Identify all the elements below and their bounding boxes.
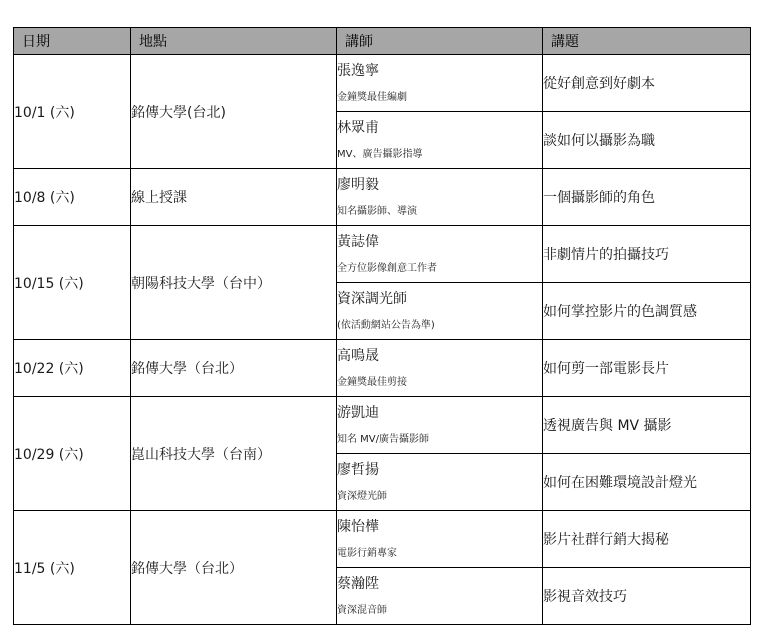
location-cell: 崑山科技大學（台南） bbox=[131, 397, 337, 511]
speaker-cell bbox=[337, 226, 543, 283]
table-row bbox=[14, 397, 751, 454]
topic-cell: 影視音效技巧 bbox=[543, 568, 751, 625]
speaker-name: 張逸寧 bbox=[337, 63, 379, 79]
speaker-role: (依活動網站公告為準) bbox=[337, 320, 435, 331]
speaker-role: 金鐘獎最佳剪接 bbox=[337, 377, 407, 388]
header-speaker: 講師 bbox=[337, 28, 543, 55]
header-date: 日期 bbox=[14, 28, 131, 55]
speaker-name: 蔡瀚陞 bbox=[337, 576, 379, 592]
header-location: 地點 bbox=[131, 28, 337, 55]
speaker-cell bbox=[337, 511, 543, 568]
location-cell: 銘傳大學(台北) bbox=[131, 55, 337, 169]
schedule-table bbox=[13, 27, 751, 625]
speaker-name: 廖明毅 bbox=[337, 177, 379, 193]
speaker-role: 電影行銷專家 bbox=[337, 548, 397, 559]
date-cell: 10/1 (六) bbox=[14, 55, 131, 169]
speaker-cell bbox=[337, 568, 543, 625]
topic-cell: 如何在困難環境設計燈光 bbox=[543, 454, 751, 511]
speaker-cell bbox=[337, 55, 543, 112]
topic-cell: 如何掌控影片的色調質感 bbox=[543, 283, 751, 340]
topic-cell: 一個攝影師的角色 bbox=[543, 169, 751, 226]
speaker-name: 廖哲揚 bbox=[337, 462, 379, 478]
topic-cell: 談如何以攝影為職 bbox=[543, 112, 751, 169]
speaker-name: 黃誌偉 bbox=[337, 234, 379, 250]
date-cell: 11/5 (六) bbox=[14, 511, 131, 625]
speaker-cell bbox=[337, 169, 543, 226]
date-cell: 10/8 (六) bbox=[14, 169, 131, 226]
speaker-name: 陳怡樺 bbox=[337, 519, 379, 535]
location-cell: 線上授課 bbox=[131, 169, 337, 226]
speaker-name: 高鳴晟 bbox=[337, 348, 379, 364]
speaker-cell bbox=[337, 454, 543, 511]
topic-cell: 透視廣告與 MV 攝影 bbox=[543, 397, 751, 454]
date-cell: 10/22 (六) bbox=[14, 340, 131, 397]
speaker-role: 全方位影像創意工作者 bbox=[337, 263, 437, 274]
speaker-role: MV、廣告攝影指導 bbox=[337, 149, 423, 160]
date-cell: 10/29 (六) bbox=[14, 397, 131, 511]
speaker-role: 資深混音師 bbox=[337, 605, 387, 616]
topic-cell: 從好創意到好劇本 bbox=[543, 55, 751, 112]
header-row bbox=[14, 28, 751, 55]
location-cell: 銘傳大學（台北） bbox=[131, 340, 337, 397]
speaker-role: 金鐘獎最佳編劇 bbox=[337, 92, 407, 103]
speaker-cell bbox=[337, 340, 543, 397]
speaker-name: 林眾甫 bbox=[337, 120, 379, 136]
topic-cell: 如何剪一部電影長片 bbox=[543, 340, 751, 397]
speaker-role: 知名 MV/廣告攝影師 bbox=[337, 434, 430, 445]
topic-cell: 非劇情片的拍攝技巧 bbox=[543, 226, 751, 283]
table-row bbox=[14, 340, 751, 397]
topic-cell: 影片社群行銷大揭秘 bbox=[543, 511, 751, 568]
speaker-name: 資深調光師 bbox=[337, 291, 407, 307]
date-cell: 10/15 (六) bbox=[14, 226, 131, 340]
table-row bbox=[14, 169, 751, 226]
table-row bbox=[14, 226, 751, 283]
speaker-role: 資深燈光師 bbox=[337, 491, 387, 502]
speaker-role: 知名攝影師、導演 bbox=[337, 206, 417, 217]
header-topic: 講題 bbox=[543, 28, 751, 55]
speaker-cell bbox=[337, 112, 543, 169]
location-cell: 朝陽科技大學（台中） bbox=[131, 226, 337, 340]
table-row bbox=[14, 55, 751, 112]
speaker-cell bbox=[337, 283, 543, 340]
speaker-cell bbox=[337, 397, 543, 454]
location-cell: 銘傳大學（台北） bbox=[131, 511, 337, 625]
table-row bbox=[14, 511, 751, 568]
speaker-name: 游凱迪 bbox=[337, 405, 379, 421]
